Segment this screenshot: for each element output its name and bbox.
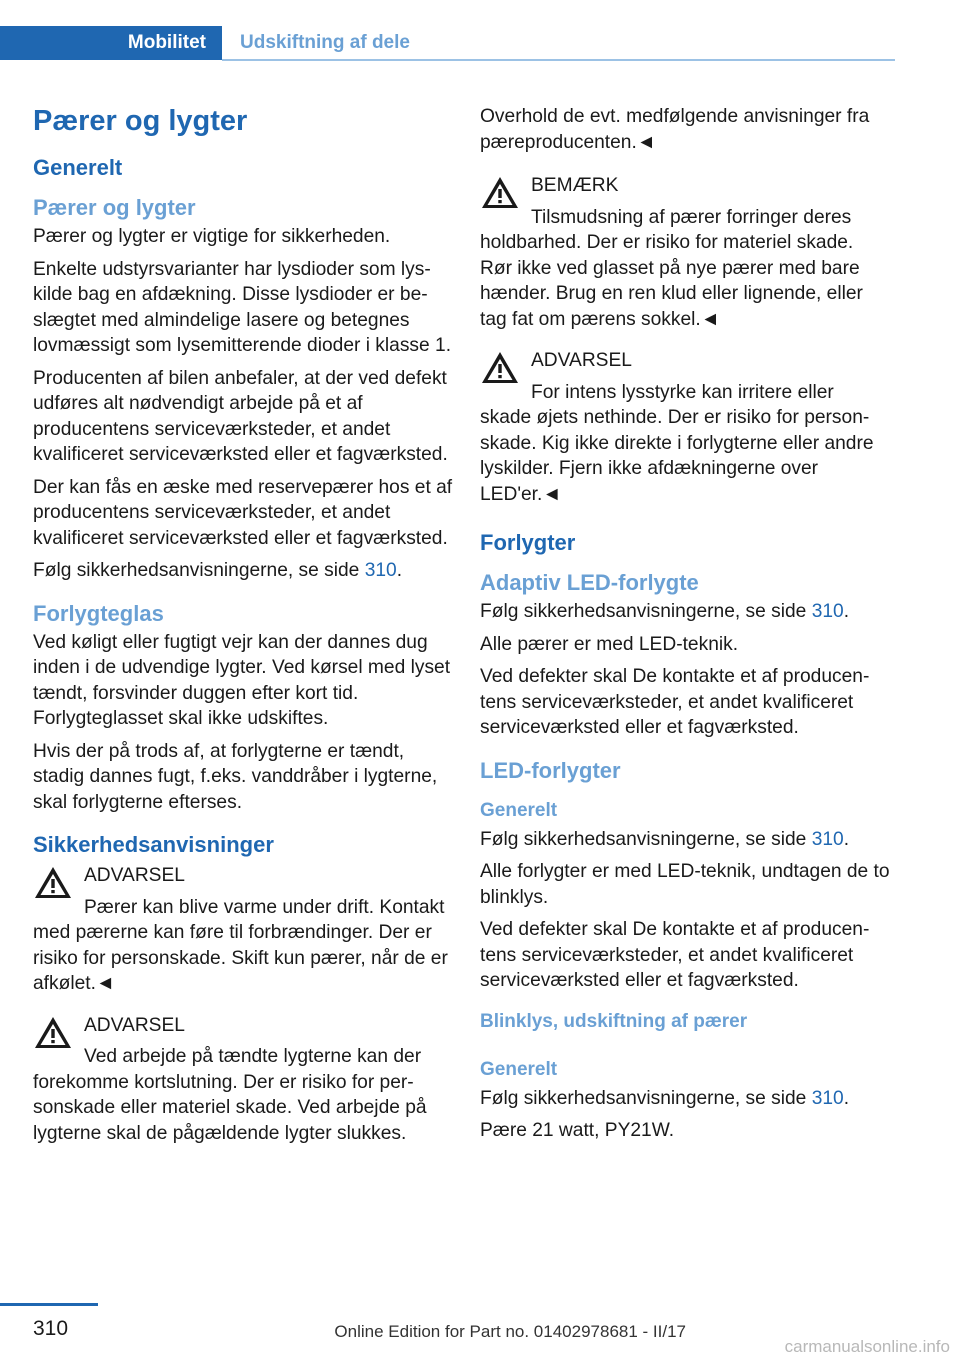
page-number: 310	[33, 1317, 69, 1340]
paragraph: Alle pærer er med LED-teknik.	[480, 633, 739, 655]
paragraph: Overhold de evt. medfølgende anvisninger fra pæreproducenten.◄	[480, 106, 870, 153]
warning-triangle-icon	[480, 175, 520, 211]
warning-body: For intens lysstyrke kan irritere eller skade øjets nethinde. Der er risiko for personskade. Kig ikke direkte i forlygterne eller andre lyskilder. Fjern ikke afdækningerne over LED'er.◄	[480, 381, 874, 505]
warning-triangle-icon	[480, 350, 520, 386]
footer-divider	[0, 1303, 98, 1306]
warning-title: ADVARSEL	[531, 350, 632, 371]
subsection-paerer: Pærer og lygter	[33, 195, 196, 220]
subsection-adaptiv: Adaptiv LED-forlygte	[480, 570, 699, 595]
paragraph: Ved køligt eller fugtigt vejr kan der dannes dug inden i de udvendige lygter. Ved kørsel med lyset tændt, forsvinder duggen efter kort tid. Forlygteglasset skal ikke udskiftes.	[33, 631, 451, 729]
section-generelt: Generelt	[33, 155, 123, 180]
minor-heading-blinklys: Blinklys, udskiftning af pærer	[480, 1010, 748, 1032]
text: Følg sikkerhedsanvisningerne, se side	[480, 601, 812, 622]
paragraph: Hvis der på trods af, at forlygterne er tændt, stadig dannes fugt, f.eks. vanddråber i lygterne, skal forlygterne efterses.	[33, 740, 438, 813]
warning-triangle-icon	[33, 865, 73, 901]
paragraph-safety-ref	[480, 827, 890, 853]
tab-udskiftning[interactable]: Udskiftning af dele	[240, 32, 410, 53]
paragraph: Pære 21 watt, PY21W.	[480, 1120, 675, 1141]
minor-heading-generelt: Generelt	[480, 799, 558, 821]
text: .	[843, 1087, 850, 1109]
text: Følg sikkerhedsanvisningerne, se side	[480, 1087, 812, 1109]
warning-block	[33, 1013, 453, 1147]
page-title: Pærer og lygter	[33, 105, 248, 137]
page-link-310[interactable]: 310	[811, 601, 844, 622]
header-divider	[222, 59, 895, 61]
section-forlygter: Forlygter	[480, 530, 576, 555]
left-column	[33, 98, 453, 1162]
section-sikkerhed: Sikkerhedsanvisninger	[33, 832, 274, 857]
warning-triangle-icon	[33, 1015, 73, 1051]
watermark: carmanualsonline.info	[784, 1337, 950, 1356]
warning-body: Ved arbejde på tændte lygterne kan der forekomme kortslutning. Der er risiko for personskade eller materiel skade. Ved arbejde på lygterne skal de pågældende lygter slukkes.	[33, 1046, 427, 1144]
paragraph: Pærer og lygter er vigtige for sikkerheden.	[33, 226, 391, 247]
right-column	[480, 104, 890, 1151]
paragraph: Der kan fås en æske med reservepærer hos et af producentens serviceværksteder, et andet kvalificeret serviceværksted eller et fagværksted.	[33, 476, 453, 549]
text: .	[843, 601, 850, 622]
paragraph: Ved defekter skal De kontakte et af producentens serviceværksteder, et andet kvalificeret serviceværksted eller et fagværksted.	[480, 919, 870, 991]
page-link-310[interactable]: 310	[811, 828, 844, 850]
page-link-310[interactable]: 310	[811, 1087, 844, 1109]
warning-block	[480, 173, 890, 332]
subsection-forlygteglas: Forlygteglas	[33, 600, 164, 626]
paragraph-safety-ref	[480, 1086, 890, 1112]
warning-block	[480, 348, 890, 507]
warning-title: BEMÆRK	[531, 175, 619, 196]
warning-title: ADVARSEL	[84, 865, 185, 886]
warning-body: Pærer kan blive varme under drift. Kontakt med pærerne kan føre til forbrændinger. Der er risiko for personskade. Skift kun pærer, når de er afkølet.◄	[33, 896, 448, 994]
paragraph: Alle forlygter er med LED-teknik, undtagen de to blinklys.	[480, 861, 890, 908]
header-tabbar	[0, 26, 895, 62]
warning-title: ADVARSEL	[84, 1014, 185, 1036]
paragraph: Ved defekter skal De kontakte et af producentens serviceværksteder, et andet kvalificeret serviceværksted eller et fagværksted.	[480, 666, 870, 738]
paragraph-safety-ref	[480, 599, 890, 625]
warning-body: Tilsmudsning af pærer forringer deres holdbarhed. Der er risiko for materiel skade. Rør ikke ved glasset på nye pærer med bare hænder. Brug en ren klud eller lignende, eller tag fat om pærens sokkel.◄	[480, 206, 863, 330]
text: Følg sikkerhedsanvisningerne, se side	[480, 828, 812, 850]
text: .	[396, 560, 403, 581]
text: Følg sikkerhedsanvisningerne, se side	[33, 560, 365, 581]
subsection-led: LED-forlygter	[480, 757, 621, 783]
edition-text: Online Edition for Part no. 01402978681 - II/17	[334, 1322, 686, 1341]
minor-heading-generelt: Generelt	[480, 1058, 558, 1080]
warning-block	[33, 863, 453, 997]
page-link-310[interactable]: 310	[364, 560, 397, 581]
paragraph-safety-ref	[33, 558, 453, 584]
paragraph: Enkelte udstyrsvarianter har lysdioder som lyskilde bag en afdækning. Disse lysdioder er beslægtet med almindelige lasere og betegnes lovmæssigt som lysemitterende dioder i klasse 1.	[33, 258, 452, 356]
tab-mobilitet-label: Mobilitet	[127, 32, 206, 53]
tab-mobilitet[interactable]	[0, 26, 222, 60]
paragraph: Producenten af bilen anbefaler, at der ved defekt udføres alt nødvendigt arbejde på et af producentens serviceværksteder, et andet kvalificeret serviceværksted eller et fagværksted.	[33, 367, 448, 465]
text: .	[843, 828, 850, 850]
